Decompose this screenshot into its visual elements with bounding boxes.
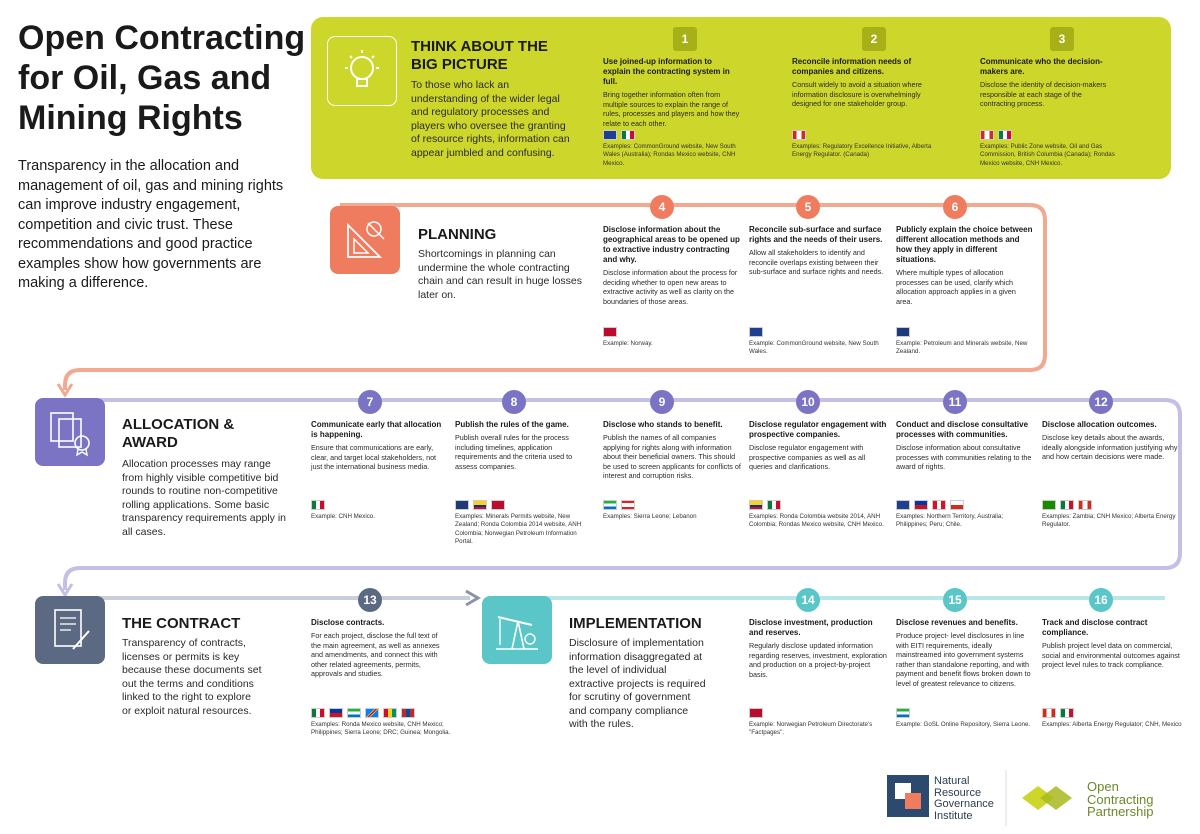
flag-row [896, 708, 1036, 718]
step-title: Disclose allocation outcomes. [1042, 420, 1157, 429]
step-number: 16 [1089, 588, 1113, 612]
flag-row [311, 500, 451, 510]
step-example: Example: CNH Mexico. [311, 513, 375, 520]
ocp-logo-text: Open Contracting Partnership [1087, 779, 1154, 819]
flag-lb-icon [621, 500, 635, 510]
step-example: Example: Norway. [603, 340, 653, 347]
step-example-block [603, 130, 743, 168]
big-picture-description: To those who lack an understanding of the wider legal and regulatory processes and players who oversee the granting of resource rights, information can appear jumbled and confusing. [411, 79, 570, 159]
step-9 [603, 390, 741, 481]
step-description: Publish overall rules for the process including timelines, application requirements and the criteria used to assess companies. [455, 433, 573, 471]
step-15 [896, 588, 1034, 688]
flag-nz-icon [455, 500, 469, 510]
step-title: Communicate early that allocation is happening. [311, 420, 442, 439]
step-example: Examples: Zambia; CNH Mexico; Alberta Energy Regulator. [1042, 513, 1176, 529]
step-example: Example: CommonGround website, New South Wales. [749, 340, 879, 356]
step-example-block [896, 500, 1036, 530]
lightbulb-icon [327, 36, 397, 106]
flag-au-icon [749, 327, 763, 337]
step-example: Example: Norwegian Petroleum Directorate's "Factpages". [749, 721, 873, 737]
step-example-block [603, 327, 743, 348]
step-8 [455, 390, 593, 471]
step-example-block [980, 130, 1120, 168]
flag-ca-icon [1078, 500, 1092, 510]
step-title: Disclose who stands to benefit. [603, 420, 723, 429]
flag-mx-icon [998, 130, 1012, 140]
step-6 [896, 195, 1034, 306]
step-title: Publish the rules of the game. [455, 420, 569, 429]
flag-ph-icon [914, 500, 928, 510]
step-description: Disclose the identity of decision-makers responsible at each stage of the contracting process. [980, 80, 1107, 108]
step-description: Ensure that communications are early, clear, and target local stakeholders, not just the international business media. [311, 443, 437, 471]
flag-co-icon [749, 500, 763, 510]
flag-sl-icon [603, 500, 617, 510]
step-number: 8 [502, 390, 526, 414]
step-7 [311, 390, 449, 472]
step-example-block [749, 500, 889, 530]
step-title: Disclose revenues and benefits. [896, 618, 1018, 627]
flag-row [749, 500, 889, 510]
flag-row [1042, 708, 1182, 718]
contract-title: THE CONTRACT [122, 615, 241, 632]
allocation-description: Allocation processes may range from highly visible competitive bid rounds to routine non-competitive rolling applications. Some basic transparency requirements apply in all cases. [122, 458, 287, 538]
step-title: Communicate who the decision-makers are. [980, 57, 1103, 76]
page-title: Open Contracting for Oil, Gas and Mining Rights [18, 19, 306, 137]
step-13 [311, 588, 449, 679]
step-title: Track and disclose contract compliance. [1042, 618, 1148, 637]
flag-row [980, 130, 1120, 140]
step-5 [749, 195, 887, 277]
flag-mx-icon [1060, 708, 1074, 718]
step-example-block [749, 327, 889, 357]
flag-row [749, 327, 889, 337]
step-example-block [792, 130, 932, 160]
flag-au-icon [603, 130, 617, 140]
step-title: Reconcile sub-surface and surface rights and the needs of their users. [749, 225, 883, 244]
step-1 [603, 27, 741, 128]
step-example: Examples: CommonGround website, New South Wales (Australia); Rondas Mexico website, CNH Mexico. [603, 143, 736, 167]
step-example: Examples: Regulatory Excellence Initiative, Alberta Energy Regulator. (Canada) [792, 143, 932, 159]
flag-pe-icon [932, 500, 946, 510]
step-title: Publicly explain the choice between different allocation methods and how they apply in different situations. [896, 225, 1033, 264]
step-number: 10 [796, 390, 820, 414]
step-example-block [455, 500, 595, 547]
big-picture-title: THINK ABOUT THE BIG PICTURE [411, 38, 548, 73]
step-title: Disclose information about the geographical areas to be opened up to extractive industry contracting and why. [603, 225, 740, 264]
step-14 [749, 588, 887, 679]
flag-gn-icon [383, 708, 397, 718]
flag-row [311, 708, 451, 718]
flag-row [603, 327, 743, 337]
step-number: 11 [943, 390, 967, 414]
documents-certificate-icon [35, 398, 105, 466]
step-description: Consult widely to avoid a situation where information disclosure is overwhelmingly designed for one stakeholder group. [792, 80, 922, 108]
flag-no-icon [603, 327, 617, 337]
flag-mx-icon [767, 500, 781, 510]
step-title: Reconcile information needs of companies and citizens. [792, 57, 912, 76]
flag-row [455, 500, 595, 510]
step-12 [1042, 390, 1180, 462]
flag-no-icon [491, 500, 505, 510]
flag-mx-icon [311, 708, 325, 718]
flag-ca-icon [792, 130, 806, 140]
step-title: Disclose contracts. [311, 618, 385, 627]
flag-ca-icon [1042, 708, 1056, 718]
step-example: Example: Petroleum and Minerals website, New Zealand. [896, 340, 1028, 356]
nrgi-logo [887, 775, 929, 817]
step-description: For each project, disclose the full text of the main agreement, as well as annexes and amendments, and connect this with other related agreements, permits, approvals and studies. [311, 631, 440, 678]
step-title: Conduct and disclose consultative processes with communities. [896, 420, 1029, 439]
step-example-block [749, 708, 889, 738]
step-example-block [896, 327, 1036, 357]
contract-signing-icon [35, 596, 105, 664]
flag-mx-icon [621, 130, 635, 140]
step-number: 2 [862, 27, 886, 51]
step-number: 3 [1050, 27, 1074, 51]
step-example: Examples: Minerals Permits website, New Zealand; Ronda Colombia 2014 website, ANH Colombia; Norwegian Petroleum Information Portal. [455, 513, 582, 546]
step-title: Disclose investment, production and reserves. [749, 618, 873, 637]
step-example: Examples: Ronda Mexico website, CNH Mexico; Philippines; Sierra Leone; DRC; Guinea; Mongolia. [311, 721, 451, 737]
step-4 [603, 195, 741, 306]
step-number: 14 [796, 588, 820, 612]
step-title: Disclose regulator engagement with prospective companies. [749, 420, 887, 439]
step-example: Examples: Northern Territory, Australia; Philippines; Peru; Chile. [896, 513, 1004, 529]
contract-description: Transparency of contracts, licenses or permits is key because these documents set out the terms and conditions linked to the right to explore or exploit natural resources. [122, 637, 262, 717]
step-description: Publish project level data on commercial, social and environmental outcomes against project level rules to track compliance. [1042, 641, 1180, 669]
step-example: Examples: Public Zone website, Oil and Gas Commission, British Columbia (Canada); Rondas Mexico website, CNH Mexico. [980, 143, 1115, 167]
flag-cd-icon [365, 708, 379, 718]
flag-zm-icon [1042, 500, 1056, 510]
step-number: 7 [358, 390, 382, 414]
step-16 [1042, 588, 1180, 670]
step-number: 15 [943, 588, 967, 612]
flag-row [896, 500, 1036, 510]
flag-row [792, 130, 932, 140]
flag-nz-icon [896, 327, 910, 337]
step-example: Examples: Alberta Energy Regulator; CNH, Mexico [1042, 721, 1182, 728]
step-description: Disclose information about the process for deciding whether to open new areas to extractive activity as well as clarity on the boundaries of those areas. [603, 268, 738, 306]
planning-title: PLANNING [418, 226, 497, 243]
step-description: Bring together information often from multiple sources to explain the range of rules, processes and players and how they relate to each other. [603, 90, 740, 128]
flag-cl-icon [950, 500, 964, 510]
intro-text: Transparency in the allocation and management of oil, gas and mining rights can improve industry engagement, competition and civic trust. These recommendations and good practice examples show how governments are making a difference. [18, 158, 284, 291]
oil-pump-icon [482, 596, 552, 664]
step-description: Produce project- level disclosures in line with EITI requirements, ideally mainstreamed into government systems rather than standalone reporting, and with payment and benefit flows broken down to level of greatest relevance to citizens. [896, 631, 1031, 688]
flag-no-icon [749, 708, 763, 718]
flag-au-icon [896, 500, 910, 510]
step-number: 1 [673, 27, 697, 51]
step-example-block [311, 500, 451, 521]
planning-description: Shortcomings in planning can undermine the whole contracting chain and can result in huge losses later on. [418, 248, 583, 301]
ocp-logo [1018, 780, 1080, 816]
step-example-block [1042, 708, 1182, 729]
implementation-title: IMPLEMENTATION [569, 615, 702, 632]
flag-sl-icon [347, 708, 361, 718]
allocation-title: ALLOCATION & AWARD [122, 416, 235, 451]
step-example-block [603, 500, 743, 521]
step-description: Disclose regulator engagement with prospective companies as well as all queries and clarifications. [749, 443, 866, 471]
flag-mx-icon [311, 500, 325, 510]
flag-row [603, 500, 743, 510]
step-description: Disclose key details about the awards, ideally alongside information justifying why and how certain decisions were made. [1042, 433, 1178, 461]
step-description: Disclose information about consultative processes with communities relating to the award of rights. [896, 443, 1032, 471]
step-number: 6 [943, 195, 967, 219]
step-example: Examples: Ronda Colombia website 2014, ANH Colombia; Rondas Mexico website, CNH Mexico. [749, 513, 884, 529]
flag-row [1042, 500, 1182, 510]
step-number: 13 [358, 588, 382, 612]
nrgi-logo-text: Natural Resource Governance Institute [934, 775, 994, 822]
step-number: 9 [650, 390, 674, 414]
step-10 [749, 390, 887, 472]
flag-row [749, 708, 889, 718]
step-example-block [896, 708, 1036, 729]
step-title: Use joined-up information to explain the contracting system in full. [603, 57, 730, 86]
step-description: Publish the names of all companies applying for rights along with information about their beneficial owners. This should be used to screen applicants for conflicts of interest and corruption risks. [603, 433, 741, 480]
step-example: Example: GoSL Online Repository, Sierra Leone. [896, 721, 1031, 728]
step-example-block [311, 708, 451, 738]
step-description: Regularly disclose updated information regarding reserves, investment, exploration and production on a project-by-project basis. [749, 641, 887, 679]
step-number: 5 [796, 195, 820, 219]
flag-sl-icon [896, 708, 910, 718]
step-2 [792, 27, 930, 109]
flag-row [603, 130, 743, 140]
flag-mn-icon [401, 708, 415, 718]
step-3 [980, 27, 1118, 109]
flag-ca-icon [980, 130, 994, 140]
step-11 [896, 390, 1034, 472]
step-number: 12 [1089, 390, 1113, 414]
flag-co-icon [473, 500, 487, 510]
step-description: Allow all stakeholders to identify and reconcile overlaps existing between their sub-surface and surface rights and needs. [749, 248, 884, 276]
implementation-description: Disclosure of implementation information disaggregated at the level of individual extractive projects is required for scrutiny of government and company compliance with the rules. [569, 637, 706, 730]
flag-mx-icon [1060, 500, 1074, 510]
step-example: Examples: Sierra Leone; Lebanon [603, 513, 697, 520]
flag-ph-icon [329, 708, 343, 718]
drafting-tools-icon [330, 206, 400, 274]
step-description: Where multiple types of allocation processes can be used, clarify which allocation approach applies in a given area. [896, 268, 1016, 306]
step-number: 4 [650, 195, 674, 219]
flag-row [896, 327, 1036, 337]
step-example-block [1042, 500, 1182, 530]
